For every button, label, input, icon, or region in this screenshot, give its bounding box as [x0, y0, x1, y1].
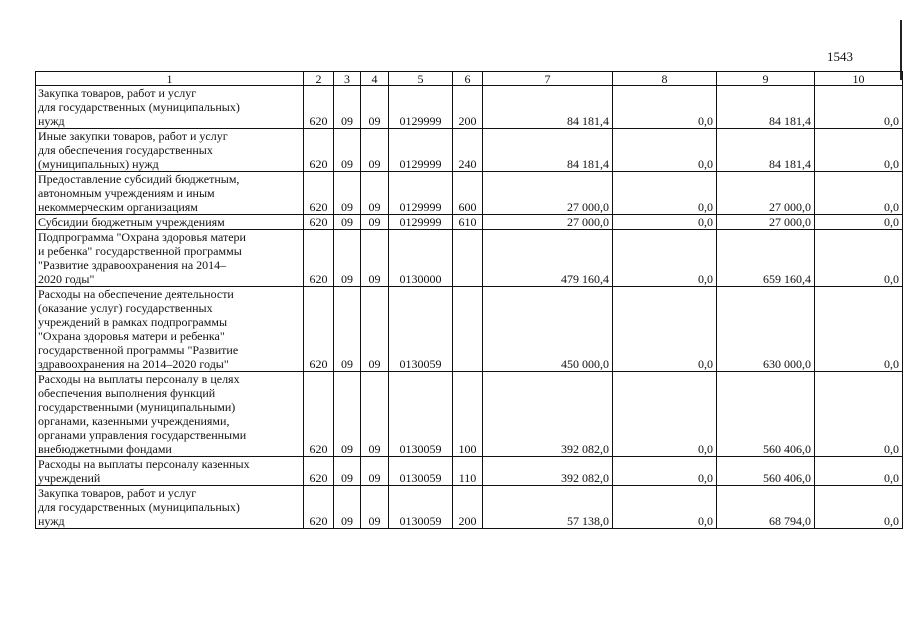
cell-target-article: 0129999 — [389, 215, 453, 230]
page-number: 1543 — [827, 49, 853, 64]
cell-ministry-code: 620 — [304, 230, 334, 287]
column-header: 2 — [304, 72, 334, 86]
cell-amount: 479 160,4 — [483, 230, 613, 287]
cell-subsection: 09 — [361, 215, 389, 230]
cell-expense-type — [453, 287, 483, 372]
cell-amount: 560 406,0 — [717, 372, 815, 457]
row-name: Предоставление субсидий бюджетным, автономным учреждениям и иным некоммерческим организациям — [36, 172, 304, 215]
cell-amount: 0,0 — [815, 372, 903, 457]
cell-amount: 630 000,0 — [717, 287, 815, 372]
cell-amount: 0,0 — [613, 230, 717, 287]
cell-expense-type — [453, 230, 483, 287]
cell-amount: 0,0 — [815, 86, 903, 129]
cell-amount: 0,0 — [815, 287, 903, 372]
cell-amount: 560 406,0 — [717, 457, 815, 486]
cell-expense-type: 610 — [453, 215, 483, 230]
cell-expense-type: 240 — [453, 129, 483, 172]
cell-section: 09 — [334, 129, 361, 172]
cell-target-article: 0130059 — [389, 287, 453, 372]
cell-amount: 0,0 — [815, 172, 903, 215]
table-row — [36, 172, 903, 215]
table-row — [36, 287, 903, 372]
cell-subsection: 09 — [361, 129, 389, 172]
cell-target-article: 0129999 — [389, 86, 453, 129]
column-header: 8 — [613, 72, 717, 86]
cell-section: 09 — [334, 172, 361, 215]
cell-amount: 392 082,0 — [483, 457, 613, 486]
row-name: Расходы на выплаты персоналу казенных учреждений — [36, 457, 304, 486]
cell-target-article: 0130059 — [389, 372, 453, 457]
cell-section: 09 — [334, 86, 361, 129]
table-row — [36, 129, 903, 172]
cell-ministry-code: 620 — [304, 287, 334, 372]
cell-amount: 84 181,4 — [717, 86, 815, 129]
cell-ministry-code: 620 — [304, 215, 334, 230]
table-row — [36, 457, 903, 486]
cell-target-article: 0129999 — [389, 129, 453, 172]
cell-amount: 27 000,0 — [483, 215, 613, 230]
cell-amount: 0,0 — [815, 457, 903, 486]
cell-target-article: 0130059 — [389, 457, 453, 486]
row-name: Закупка товаров, работ и услуг для государственных (муниципальных) нужд — [36, 86, 304, 129]
table-header-row — [36, 72, 903, 86]
cell-amount: 0,0 — [613, 172, 717, 215]
cell-amount: 84 181,4 — [483, 129, 613, 172]
cell-amount: 0,0 — [815, 230, 903, 287]
cell-section: 09 — [334, 486, 361, 529]
budget-table — [35, 71, 903, 529]
cell-expense-type: 200 — [453, 86, 483, 129]
cell-subsection: 09 — [361, 172, 389, 215]
table-row — [36, 230, 903, 287]
row-name: Расходы на выплаты персоналу в целях обеспечения выполнения функций государственными (муниципальными) органами, казенными учреждениями, органами управления государственными внебюджетными фондами — [36, 372, 304, 457]
cell-amount: 84 181,4 — [483, 86, 613, 129]
cell-section: 09 — [334, 230, 361, 287]
column-header: 9 — [717, 72, 815, 86]
cell-amount: 68 794,0 — [717, 486, 815, 529]
row-name: Иные закупки товаров, работ и услуг для обеспечения государственных (муниципальных) нужд — [36, 129, 304, 172]
column-header: 4 — [361, 72, 389, 86]
cell-amount: 27 000,0 — [717, 172, 815, 215]
cell-subsection: 09 — [361, 287, 389, 372]
cell-amount: 392 082,0 — [483, 372, 613, 457]
cell-amount: 0,0 — [613, 457, 717, 486]
cell-subsection: 09 — [361, 372, 389, 457]
cell-amount: 27 000,0 — [483, 172, 613, 215]
column-header: 5 — [389, 72, 453, 86]
cell-expense-type: 100 — [453, 372, 483, 457]
cell-amount: 0,0 — [613, 215, 717, 230]
cell-target-article: 0129999 — [389, 172, 453, 215]
cell-amount: 0,0 — [815, 486, 903, 529]
cell-subsection: 09 — [361, 486, 389, 529]
cell-ministry-code: 620 — [304, 457, 334, 486]
cell-amount: 0,0 — [815, 129, 903, 172]
row-name: Расходы на обеспечение деятельности (оказание услуг) государственных учреждений в рамках подпрограммы "Охрана здоровья матери и ребенка" государственной программы "Развитие здравоохранения на 2014–2020 годы" — [36, 287, 304, 372]
column-header: 3 — [334, 72, 361, 86]
cell-section: 09 — [334, 372, 361, 457]
column-header: 1 — [36, 72, 304, 86]
cell-ministry-code: 620 — [304, 372, 334, 457]
cell-amount: 0,0 — [613, 486, 717, 529]
cell-ministry-code: 620 — [304, 86, 334, 129]
cell-amount: 0,0 — [815, 215, 903, 230]
cell-amount: 27 000,0 — [717, 215, 815, 230]
cell-section: 09 — [334, 287, 361, 372]
cell-ministry-code: 620 — [304, 486, 334, 529]
cell-amount: 659 160,4 — [717, 230, 815, 287]
row-name: Закупка товаров, работ и услуг для государственных (муниципальных) нужд — [36, 486, 304, 529]
cell-section: 09 — [334, 457, 361, 486]
row-name: Подпрограмма "Охрана здоровья матери и ребенка" государственной программы "Развитие здравоохранения на 2014– 2020 годы" — [36, 230, 304, 287]
table-row — [36, 86, 903, 129]
cell-expense-type: 110 — [453, 457, 483, 486]
cell-subsection: 09 — [361, 457, 389, 486]
table-row — [36, 215, 903, 230]
cell-ministry-code: 620 — [304, 172, 334, 215]
cell-section: 09 — [334, 215, 361, 230]
cell-target-article: 0130000 — [389, 230, 453, 287]
cell-expense-type: 200 — [453, 486, 483, 529]
cell-target-article: 0130059 — [389, 486, 453, 529]
cell-amount: 84 181,4 — [717, 129, 815, 172]
row-name: Субсидии бюджетным учреждениям — [36, 215, 304, 230]
cell-amount: 0,0 — [613, 372, 717, 457]
cell-amount: 0,0 — [613, 129, 717, 172]
cell-subsection: 09 — [361, 86, 389, 129]
cell-amount: 57 138,0 — [483, 486, 613, 529]
cell-expense-type: 600 — [453, 172, 483, 215]
cell-amount: 450 000,0 — [483, 287, 613, 372]
cell-ministry-code: 620 — [304, 129, 334, 172]
column-header: 6 — [453, 72, 483, 86]
column-header: 7 — [483, 72, 613, 86]
column-header: 10 — [815, 72, 903, 86]
cell-amount: 0,0 — [613, 287, 717, 372]
cell-amount: 0,0 — [613, 86, 717, 129]
table-row — [36, 486, 903, 529]
cell-subsection: 09 — [361, 230, 389, 287]
table-row — [36, 372, 903, 457]
